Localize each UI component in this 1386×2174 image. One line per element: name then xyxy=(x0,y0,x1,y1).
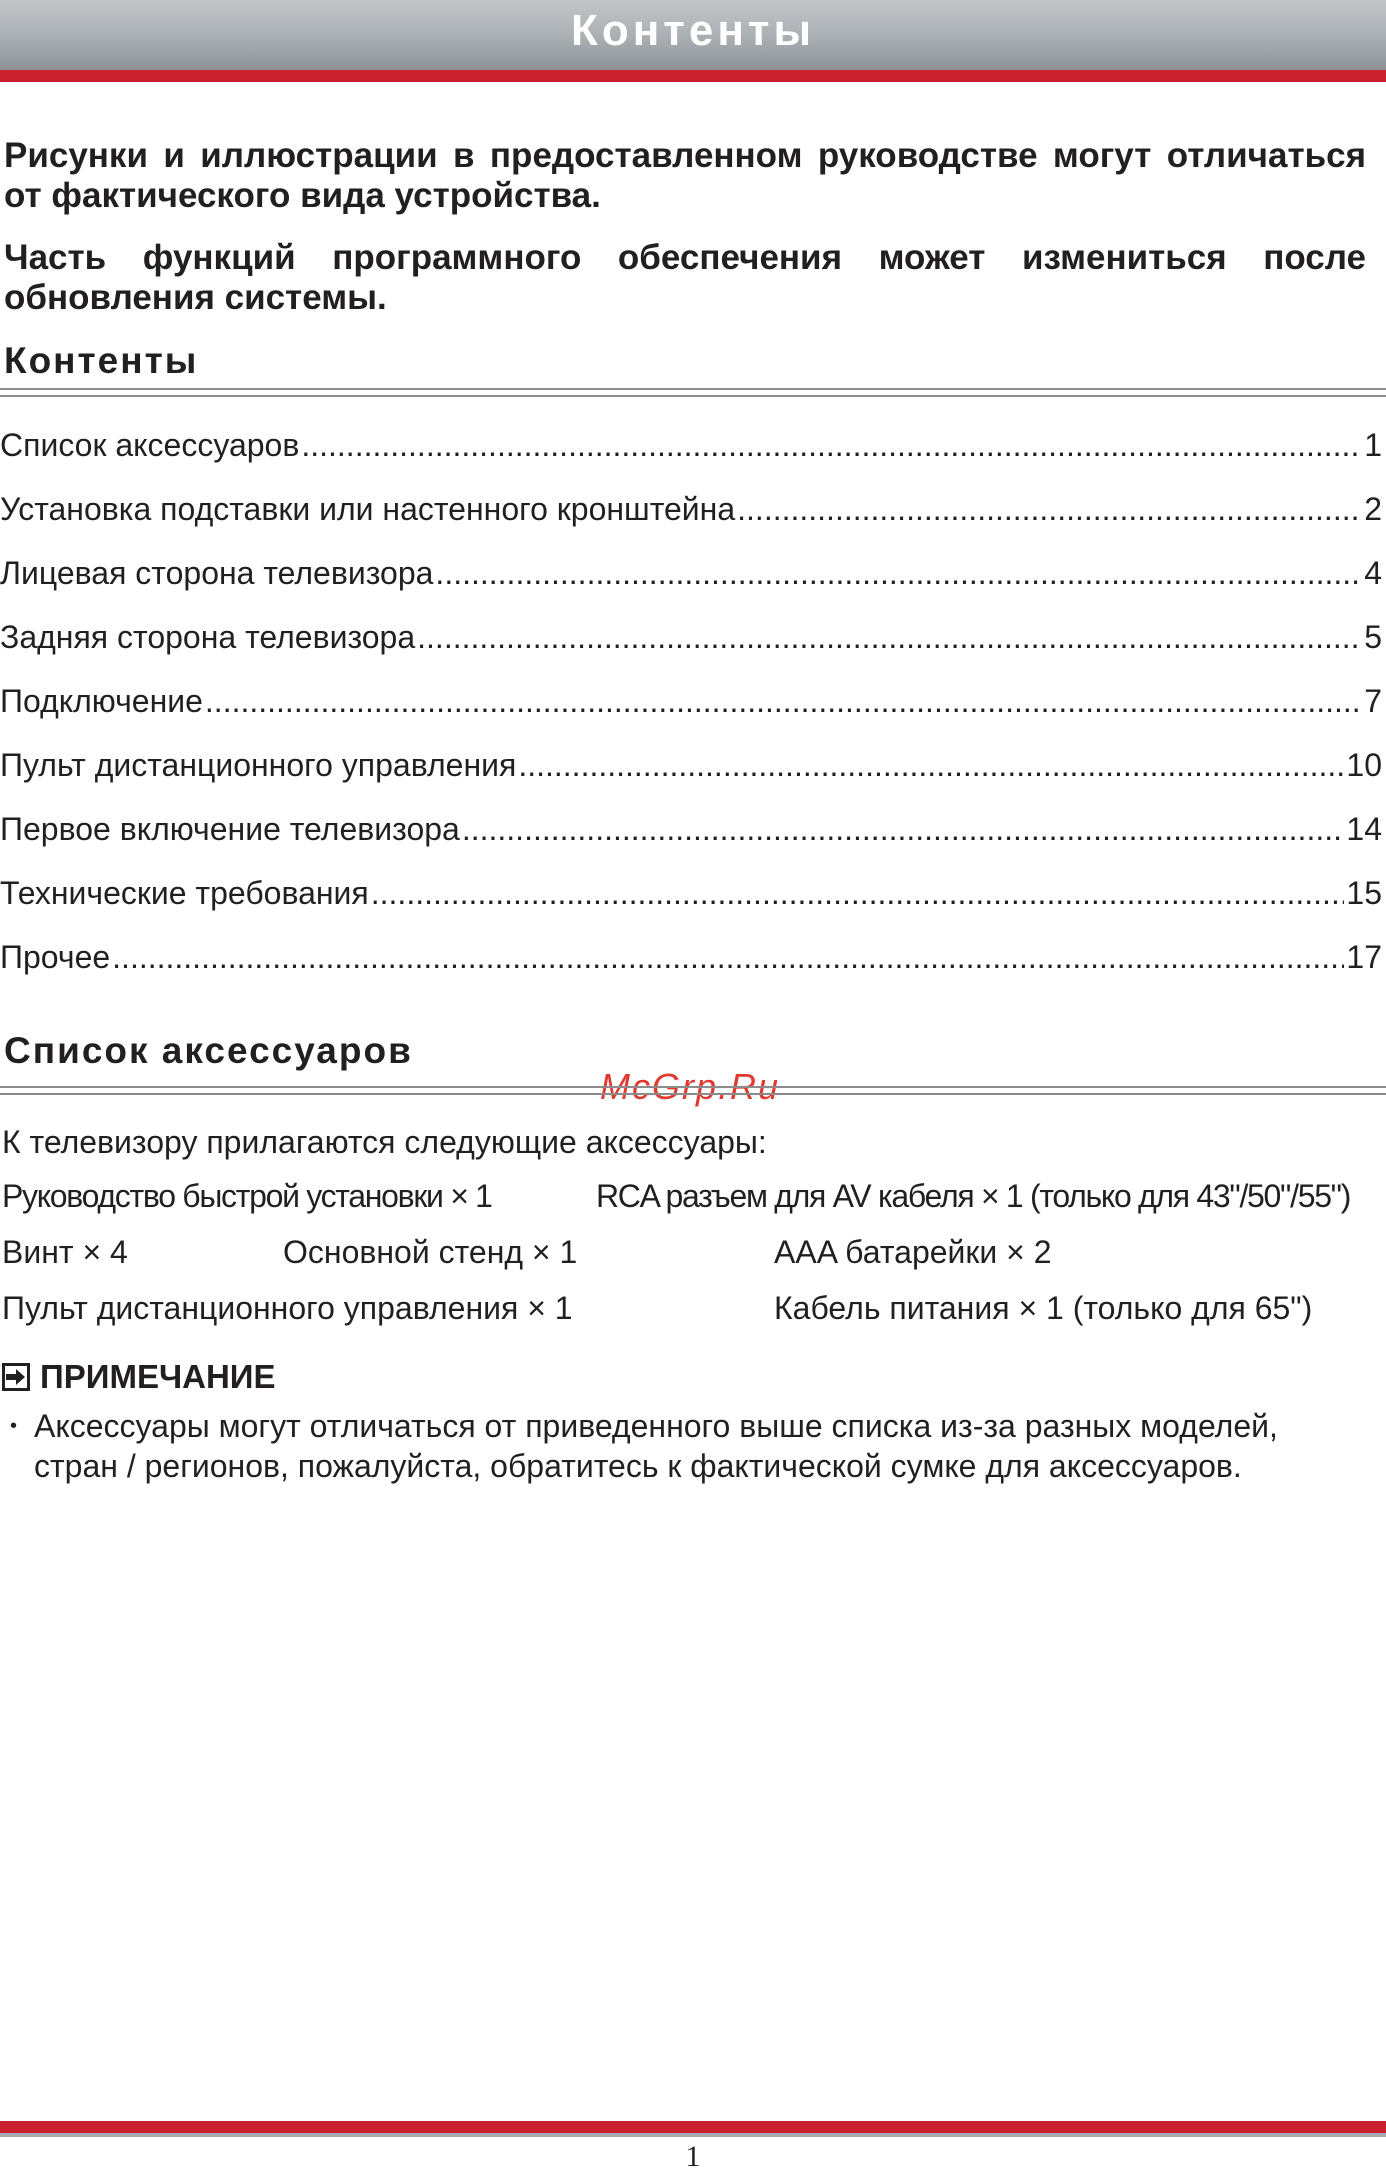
toc-item-first-power-on[interactable] xyxy=(0,811,1382,875)
toc-leader-dots xyxy=(435,555,1362,592)
accessory-rca-cable: RCA разъем для AV кабеля × 1 (только для 43"/50"/55") xyxy=(596,1178,1351,1214)
toc-item-page: 10 xyxy=(1346,747,1382,783)
accessory-batteries: AAA батарейки × 2 xyxy=(774,1234,1052,1270)
disclaimer-illustrations: Рисунки и иллюстрации в предоставленном руководстве могут отличаться от фактического вида устройства. xyxy=(4,136,1366,215)
toc-item-label: Пульт дистанционного управления xyxy=(0,747,517,783)
accessory-power-cable: Кабель питания × 1 (только для 65") xyxy=(774,1290,1313,1326)
toc-item-accessories[interactable] xyxy=(0,427,1382,491)
toc-leader-dots xyxy=(462,811,1345,848)
toc-leader-dots xyxy=(112,939,1344,976)
note-heading-label: ПРИМЕЧАНИЕ xyxy=(40,1358,276,1395)
accessory-remote: Пульт дистанционного управления × 1 xyxy=(2,1290,573,1326)
accessory-screw: Винт × 4 xyxy=(2,1234,128,1270)
toc-item-page: 17 xyxy=(1346,939,1382,975)
accessory-stand: Основной стенд × 1 xyxy=(283,1234,578,1270)
toc-item-label: Первое включение телевизора xyxy=(0,811,460,847)
footer-accent-stripe xyxy=(0,2121,1386,2133)
note-bullet: • xyxy=(10,1415,18,1437)
toc-item-other[interactable] xyxy=(0,939,1382,1003)
toc-item-label: Лицевая сторона телевизора xyxy=(0,555,434,591)
toc-item-label: Задняя сторона телевизора xyxy=(0,619,416,655)
toc-leader-dots xyxy=(737,491,1362,528)
toc-leader-dots xyxy=(417,619,1362,656)
toc-item-stand-mount[interactable] xyxy=(0,491,1382,555)
note-arrow-icon xyxy=(2,1363,30,1391)
toc-item-remote[interactable] xyxy=(0,747,1382,811)
note-body xyxy=(10,1406,1370,1486)
toc-leader-dots xyxy=(518,747,1344,784)
toc-item-back-side[interactable] xyxy=(0,619,1382,683)
toc-item-label: Прочее xyxy=(0,939,111,975)
footer-gray-stripe xyxy=(0,2133,1386,2137)
toc-item-label: Список аксессуаров xyxy=(0,427,300,463)
header-band xyxy=(0,0,1386,70)
toc-item-label: Подключение xyxy=(0,683,203,719)
toc-item-page: 2 xyxy=(1364,491,1382,527)
toc-item-connection[interactable] xyxy=(0,683,1382,747)
table-of-contents xyxy=(0,427,1382,1003)
accessories-heading: Список аксессуаров xyxy=(4,1030,413,1071)
toc-leader-dots xyxy=(371,875,1345,912)
header-accent-stripe xyxy=(0,70,1386,82)
toc-item-page: 15 xyxy=(1346,875,1382,911)
toc-item-page: 14 xyxy=(1346,811,1382,847)
disclaimer-software: Часть функций программного обеспечения может измениться после обновления системы. xyxy=(4,238,1366,317)
note-heading xyxy=(2,1358,276,1396)
accessories-divider xyxy=(0,1086,1386,1095)
toc-item-front-side[interactable] xyxy=(0,555,1382,619)
toc-item-tech-requirements[interactable] xyxy=(0,875,1382,939)
accessory-quick-guide: Руководство быстрой установки × 1 xyxy=(2,1178,492,1214)
page-header-title: Контенты xyxy=(570,6,816,55)
note-text: Аксессуары могут отличаться от приведенного выше списка из-за разных моделей, стран / регионов, пожалуйста, обратитесь к фактической сумке для аксессуаров. xyxy=(34,1408,1278,1484)
contents-divider xyxy=(0,388,1386,397)
toc-item-label: Установка подставки или настенного кронштейна xyxy=(0,491,736,527)
toc-leader-dots xyxy=(301,427,1362,464)
watermark: McGrp.Ru xyxy=(600,1066,781,1107)
accessories-intro: К телевизору прилагаются следующие аксессуары: xyxy=(2,1124,767,1160)
toc-item-page: 7 xyxy=(1364,683,1382,719)
page-number: 1 xyxy=(685,2140,701,2173)
toc-item-label: Технические требования xyxy=(0,875,369,911)
toc-item-page: 5 xyxy=(1364,619,1382,655)
toc-item-page: 4 xyxy=(1364,555,1382,591)
contents-heading: Контенты xyxy=(4,340,199,381)
toc-leader-dots xyxy=(205,683,1362,720)
toc-item-page: 1 xyxy=(1364,427,1382,463)
